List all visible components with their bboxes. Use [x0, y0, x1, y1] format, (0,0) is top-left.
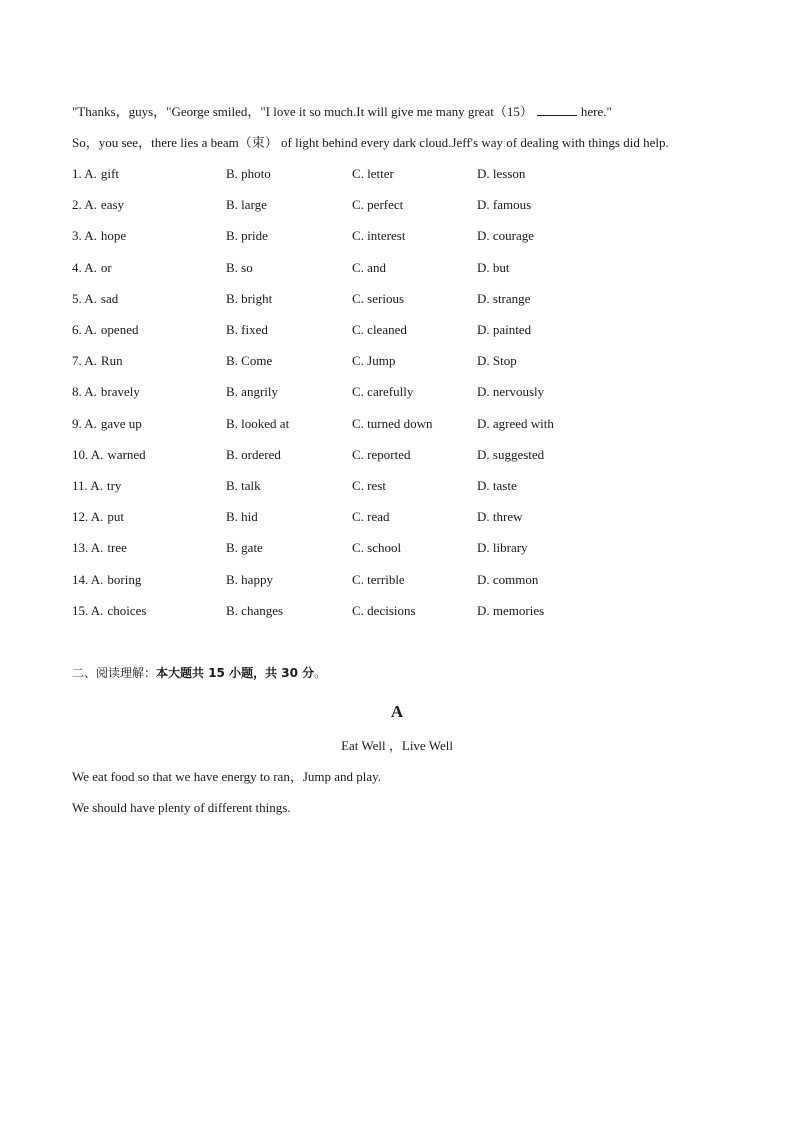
option-d: D. Stop — [477, 353, 517, 369]
question-number: 10. A. — [72, 446, 104, 462]
option-c: C. Jump — [352, 353, 396, 369]
option-a — [72, 416, 142, 432]
question-row — [0, 166, 794, 182]
question-number: 5. A. — [72, 290, 97, 306]
option-d: D. painted — [477, 322, 532, 337]
option-d: D. courage — [477, 228, 535, 244]
question-number: 13. A. — [72, 540, 104, 556]
question-row — [0, 260, 794, 276]
question-row — [0, 228, 794, 244]
option-a-text: try — [106, 478, 122, 493]
option-c: C. terrible — [352, 571, 405, 587]
question-number: 8. A. — [72, 384, 97, 400]
option-c: C. read — [352, 509, 390, 525]
option-a — [72, 478, 121, 494]
option-a-text: gift — [100, 166, 119, 181]
question-number: 6. A. — [72, 322, 97, 337]
option-b: B. looked at — [226, 415, 290, 431]
section-title — [72, 665, 326, 681]
question-number: 4. A. — [72, 259, 97, 275]
option-a-text: easy — [100, 197, 125, 213]
option-b: B. talk — [226, 478, 261, 493]
passage-line-1 — [72, 104, 612, 120]
option-a-text: choices — [107, 602, 147, 618]
question-number: 2. A. — [72, 197, 97, 213]
option-b: B. changes — [226, 602, 284, 618]
option-c: C. perfect — [352, 197, 404, 213]
option-a — [72, 197, 124, 213]
option-b: B. pride — [226, 228, 268, 244]
option-b: B. bright — [226, 290, 273, 306]
option-a-text: or — [100, 259, 112, 275]
option-b: B. hid — [226, 509, 258, 525]
passage-heading: A — [390, 702, 404, 721]
question-row — [0, 447, 794, 463]
option-a — [72, 228, 126, 244]
option-c: C. letter — [352, 166, 394, 181]
section-prefix: 二、阅读理解： — [72, 666, 157, 680]
passage-line-1-text: "Thanks，guys，"George smiled，"I love it so much.It will give me many great（15） — [72, 104, 533, 119]
option-a — [72, 509, 124, 525]
question-number: 3. A. — [72, 228, 97, 244]
question-number: 14. A. — [72, 571, 104, 587]
option-a-text: hope — [100, 228, 127, 244]
question-row — [0, 416, 794, 432]
question-row — [0, 384, 794, 400]
option-a-text: opened — [100, 322, 139, 337]
option-a-text: bravely — [100, 384, 140, 400]
option-d: D. memories — [477, 602, 545, 618]
option-c: C. decisions — [352, 602, 416, 618]
option-d: D. lesson — [477, 166, 526, 181]
option-b: B. large — [226, 197, 267, 213]
option-a — [72, 166, 119, 182]
answer-blank — [537, 104, 577, 116]
option-d: D. famous — [477, 197, 532, 213]
option-c: C. turned down — [352, 415, 433, 431]
section-bold: 本大题共 15 小题，共 30 分 — [156, 666, 315, 680]
question-number: 15. A. — [72, 602, 104, 618]
question-row — [0, 478, 794, 494]
option-a-text: put — [107, 509, 125, 525]
option-a-text: boring — [107, 571, 142, 587]
option-a — [72, 572, 141, 588]
option-a-text: Run — [100, 353, 123, 369]
option-a-text: tree — [107, 540, 127, 556]
option-c: C. school — [352, 540, 402, 556]
option-c: C. carefully — [352, 384, 414, 400]
option-c: C. interest — [352, 228, 406, 244]
question-row — [0, 197, 794, 213]
option-d: D. common — [477, 571, 539, 587]
option-b: B. Come — [226, 353, 273, 369]
option-c: C. reported — [352, 446, 411, 462]
option-d: D. agreed with — [477, 415, 554, 431]
option-b: B. ordered — [226, 446, 281, 462]
option-c: C. and — [352, 259, 386, 275]
option-a — [72, 603, 146, 619]
option-a — [72, 322, 138, 338]
question-number: 7. A. — [72, 353, 97, 369]
passage-line-1-end: here." — [580, 104, 612, 119]
option-b: B. fixed — [226, 322, 268, 337]
question-row — [0, 322, 794, 338]
option-d: D. library — [477, 540, 528, 556]
option-b: B. angrily — [226, 384, 278, 400]
option-d: D. threw — [477, 509, 523, 525]
reading-line-1: We eat food so that we have energy to ran，Jump and play. — [72, 769, 382, 784]
question-row — [0, 509, 794, 525]
question-row — [0, 572, 794, 588]
option-b: B. photo — [226, 166, 271, 181]
option-a-text: gave up — [100, 415, 142, 431]
question-number: 1. A. — [72, 166, 97, 181]
option-d: D. strange — [477, 290, 531, 306]
option-a — [72, 540, 127, 556]
option-d: D. nervously — [477, 384, 545, 400]
question-row — [0, 540, 794, 556]
question-number: 9. A. — [72, 415, 97, 431]
option-d: D. suggested — [477, 446, 545, 462]
option-c: C. serious — [352, 290, 404, 306]
option-a-text: warned — [107, 446, 146, 462]
question-row — [0, 353, 794, 369]
option-c: C. cleaned — [352, 322, 407, 337]
passage-line-2: So，you see，there lies a beam（束） of light behind every dark cloud.Jeff's way of dealing with things did help. — [72, 135, 669, 150]
option-a — [72, 291, 118, 307]
option-b: B. gate — [226, 540, 263, 556]
option-a — [72, 260, 112, 276]
option-b: B. happy — [226, 571, 273, 587]
question-row — [0, 291, 794, 307]
option-a — [72, 353, 123, 369]
question-row — [0, 603, 794, 619]
question-number: 11. A. — [72, 478, 103, 493]
option-c: C. rest — [352, 478, 386, 493]
passage-subtitle: Eat Well ，Live Well — [341, 738, 453, 753]
option-a — [72, 384, 140, 400]
question-number: 12. A. — [72, 509, 104, 525]
reading-line-2: We should have plenty of different things. — [72, 800, 291, 815]
option-d: D. but — [477, 259, 510, 275]
option-d: D. taste — [477, 478, 517, 493]
option-b: B. so — [226, 259, 253, 275]
section-suffix: 。 — [314, 666, 327, 680]
option-a-text: sad — [100, 290, 119, 306]
option-a — [72, 447, 146, 463]
